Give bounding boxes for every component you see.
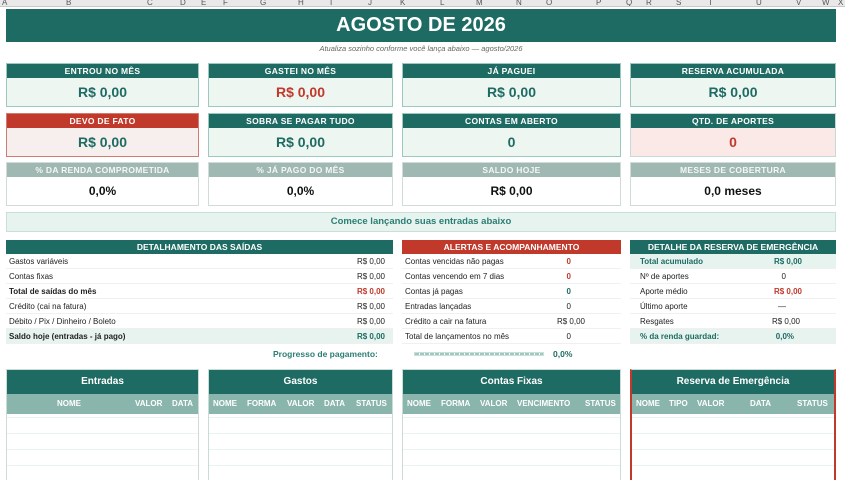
col-header[interactable]: DATA	[172, 399, 194, 408]
table-gastos-title: Gastos	[209, 370, 392, 394]
card-entrou-value: R$ 0,00	[77, 84, 128, 100]
col-header[interactable]: NOME	[57, 399, 81, 408]
reserva-row[interactable]	[630, 299, 836, 314]
reserva-row-value: R$ 0,00	[771, 317, 800, 326]
saidas-row-value: R$ 0,00	[356, 317, 385, 326]
reserva-row-label: Total acumulado	[640, 257, 703, 266]
card-saldo-hoje[interactable]	[402, 162, 621, 206]
col-v[interactable]: V	[796, 0, 802, 7]
card-sobra[interactable]	[208, 113, 393, 157]
alertas-row-label: Entradas lançadas	[405, 302, 472, 311]
panel-saidas-header: DETALHAMENTO DAS SAÍDAS	[6, 240, 393, 254]
col-header[interactable]: VENCIMENTO	[517, 399, 571, 408]
col-f[interactable]: F	[223, 0, 228, 7]
payment-progress	[6, 347, 836, 361]
col-d[interactable]: D	[180, 0, 186, 7]
alertas-row-label: Crédito a cair na fatura	[405, 317, 487, 326]
card-qtd-aportes-label: QTD. DE APORTES	[631, 114, 835, 128]
alertas-row[interactable]	[402, 299, 621, 314]
col-e[interactable]: E	[201, 0, 207, 7]
card-reserva[interactable]	[630, 63, 836, 107]
saidas-row-label: Débito / Pix / Dinheiro / Boleto	[9, 317, 116, 326]
col-b[interactable]: B	[66, 0, 72, 7]
col-c[interactable]: C	[147, 0, 153, 7]
table-reserva-title: Reserva de Emergência	[632, 370, 834, 394]
col-header[interactable]: FORMA	[247, 399, 277, 408]
card-devo-value: R$ 0,00	[77, 134, 128, 150]
reserva-row-value: 0	[781, 272, 786, 281]
reserva-row-label: Aporte médio	[640, 287, 688, 296]
saidas-row[interactable]	[6, 269, 393, 284]
alertas-row[interactable]	[402, 269, 621, 284]
saidas-row-value: R$ 0,00	[356, 332, 385, 341]
reserva-row[interactable]	[630, 314, 836, 329]
alertas-row-value: 0	[566, 287, 571, 296]
alertas-row-label: Total de lançamentos no mês	[405, 332, 510, 341]
card-saldo-hoje-value: R$ 0,00	[490, 184, 533, 198]
col-header[interactable]: DATA	[324, 399, 346, 408]
col-r[interactable]: R	[646, 0, 652, 7]
alertas-row-label: Contas já pagas	[405, 287, 463, 296]
saidas-row[interactable]	[6, 284, 393, 299]
column-header-bar	[0, 0, 845, 7]
reserva-row-label: % da renda guardad:	[640, 332, 720, 341]
panel-reserva-detalhe	[630, 240, 836, 344]
reserva-row-value: —	[778, 302, 786, 311]
reserva-row-value: 0,0%	[775, 332, 794, 341]
col-header[interactable]: NOME	[636, 399, 660, 408]
saidas-row-value: R$ 0,00	[356, 302, 385, 311]
card-contas-aberto-label: CONTAS EM ABERTO	[403, 114, 620, 128]
alertas-row-value: R$ 0,00	[556, 317, 585, 326]
col-header[interactable]: STATUS	[585, 399, 616, 408]
saidas-row-label: Gastos variáveis	[9, 257, 69, 266]
panel-alertas	[402, 240, 621, 344]
saidas-row[interactable]	[6, 314, 393, 329]
table-contas-fixas-columns	[403, 394, 620, 414]
alertas-row[interactable]	[402, 329, 621, 344]
reserva-row-label: Último aporte	[640, 302, 688, 311]
card-sobra-label: SOBRA SE PAGAR TUDO	[209, 114, 392, 128]
card-contas-aberto[interactable]	[402, 113, 621, 157]
table-entradas-columns	[7, 394, 198, 414]
col-g[interactable]: G	[260, 0, 267, 7]
table-contas-fixas-title: Contas Fixas	[403, 370, 620, 394]
card-gastei[interactable]	[208, 63, 393, 107]
panel-reserva-header: DETALHE DA RESERVA DE EMERGÊNCIA	[630, 240, 836, 254]
col-j[interactable]: J	[368, 0, 372, 7]
reserva-row[interactable]	[630, 329, 836, 344]
saidas-row[interactable]	[6, 254, 393, 269]
table-contas-fixas[interactable]	[402, 369, 621, 480]
card-ja-paguei-label: JÁ PAGUEI	[403, 64, 620, 78]
col-k[interactable]: K	[400, 0, 406, 7]
col-q[interactable]: Q	[626, 0, 633, 7]
saidas-row[interactable]	[6, 329, 393, 344]
saidas-row-value: R$ 0,00	[356, 287, 385, 296]
alertas-row[interactable]	[402, 284, 621, 299]
col-header[interactable]: STATUS	[797, 399, 828, 408]
reserva-row-label: Nº de aportes	[640, 272, 689, 281]
table-entradas[interactable]	[6, 369, 199, 480]
alertas-row-value: 0	[566, 302, 571, 311]
col-x[interactable]: X	[838, 0, 844, 7]
col-a[interactable]: A	[2, 0, 8, 7]
col-h[interactable]: H	[298, 0, 304, 7]
saidas-row-label: Crédito (cai na fatura)	[9, 302, 87, 311]
card-ja-pago[interactable]	[208, 162, 393, 206]
col-l[interactable]: L	[440, 0, 445, 7]
card-renda-comprometida[interactable]	[6, 162, 199, 206]
hint-banner: Comece lançando suas entradas abaixo	[6, 212, 836, 232]
progress-value: 0,0%	[553, 349, 573, 359]
card-meses-cobertura[interactable]	[630, 162, 836, 206]
alertas-row-label: Contas vencidas não pagas	[405, 257, 504, 266]
col-m[interactable]: M	[476, 0, 483, 7]
card-gastei-label: GASTEI NO MÊS	[209, 64, 392, 78]
card-meses-cobertura-label: MESES DE COBERTURA	[631, 163, 835, 177]
col-header[interactable]: STATUS	[356, 399, 387, 408]
reserva-row-label: Resgates	[640, 317, 674, 326]
card-contas-aberto-value: 0	[507, 134, 516, 150]
col-header[interactable]: DATA	[750, 399, 772, 408]
col-header[interactable]: VALOR	[135, 399, 163, 408]
card-qtd-aportes-value: 0	[729, 134, 737, 150]
reserva-row[interactable]	[630, 254, 836, 269]
col-u[interactable]: U	[756, 0, 762, 7]
reserva-row[interactable]	[630, 284, 836, 299]
card-renda-comprometida-label: % DA RENDA COMPROMETIDA	[7, 163, 198, 177]
card-sobra-value: R$ 0,00	[275, 134, 326, 150]
reserva-row-value: R$ 0,00	[773, 287, 802, 296]
card-reserva-label: RESERVA ACUMULADA	[631, 64, 835, 78]
table-gastos-columns	[209, 394, 392, 414]
card-entrou-label: ENTROU NO MÊS	[7, 64, 198, 78]
table-gastos[interactable]	[208, 369, 393, 480]
col-header[interactable]: NOME	[407, 399, 431, 408]
col-t[interactable]: T	[708, 0, 713, 7]
col-n[interactable]: N	[516, 0, 522, 7]
alertas-row-value: 0	[566, 272, 571, 281]
col-header[interactable]: FORMA	[441, 399, 471, 408]
card-ja-paguei[interactable]	[402, 63, 621, 107]
table-reserva-columns	[632, 394, 834, 414]
col-header[interactable]: VALOR	[287, 399, 315, 408]
card-ja-paguei-value: R$ 0,00	[486, 84, 537, 100]
card-gastei-value: R$ 0,00	[275, 84, 326, 100]
card-devo[interactable]	[6, 113, 199, 157]
card-saldo-hoje-label: SALDO HOJE	[403, 163, 620, 177]
progress-label: Progresso de pagamento:	[273, 349, 378, 359]
saidas-row-label: Saldo hoje (entradas - já pago)	[9, 332, 126, 341]
card-ja-pago-value: 0,0%	[286, 184, 315, 198]
panel-alertas-header: ALERTAS E ACOMPANHAMENTO	[402, 240, 621, 254]
table-reserva[interactable]	[630, 369, 836, 480]
col-header[interactable]: VALOR	[480, 399, 508, 408]
saidas-row-value: R$ 0,00	[356, 257, 385, 266]
col-header[interactable]: VALOR	[697, 399, 725, 408]
card-ja-pago-label: % JÁ PAGO DO MÊS	[209, 163, 392, 177]
reserva-row-value: R$ 0,00	[773, 257, 802, 266]
col-header[interactable]: TIPO	[669, 399, 688, 408]
card-qtd-aportes[interactable]	[630, 113, 836, 157]
col-p[interactable]: P	[596, 0, 602, 7]
alertas-row-value: 0	[566, 332, 571, 341]
col-i[interactable]: I	[330, 0, 333, 7]
col-w[interactable]: W	[822, 0, 830, 7]
card-devo-label: DEVO DE FATO	[7, 114, 198, 128]
card-entrou[interactable]	[6, 63, 199, 107]
saidas-row[interactable]	[6, 299, 393, 314]
panel-saidas	[6, 240, 393, 344]
progress-bar	[414, 352, 544, 356]
alertas-row[interactable]	[402, 254, 621, 269]
alertas-row[interactable]	[402, 314, 621, 329]
saidas-row-label: Contas fixas	[9, 272, 54, 281]
saidas-row-label: Total de saídas do mês	[9, 287, 97, 296]
alertas-row-label: Contas vencendo em 7 dias	[405, 272, 505, 281]
card-meses-cobertura-value: 0,0 meses	[704, 184, 762, 198]
col-header[interactable]: NOME	[213, 399, 237, 408]
card-renda-comprometida-value: 0,0%	[88, 184, 117, 198]
table-entradas-title: Entradas	[7, 370, 198, 394]
page-title: AGOSTO DE 2026	[6, 9, 836, 42]
card-reserva-value: R$ 0,00	[708, 84, 758, 100]
page-subtitle: Atualiza sozinho conforme você lança abaixo — agosto/2026	[319, 44, 523, 53]
alertas-row-value: 0	[566, 257, 571, 266]
col-s[interactable]: S	[676, 0, 682, 7]
col-o[interactable]: O	[546, 0, 553, 7]
reserva-row[interactable]	[630, 269, 836, 284]
saidas-row-value: R$ 0,00	[356, 272, 385, 281]
